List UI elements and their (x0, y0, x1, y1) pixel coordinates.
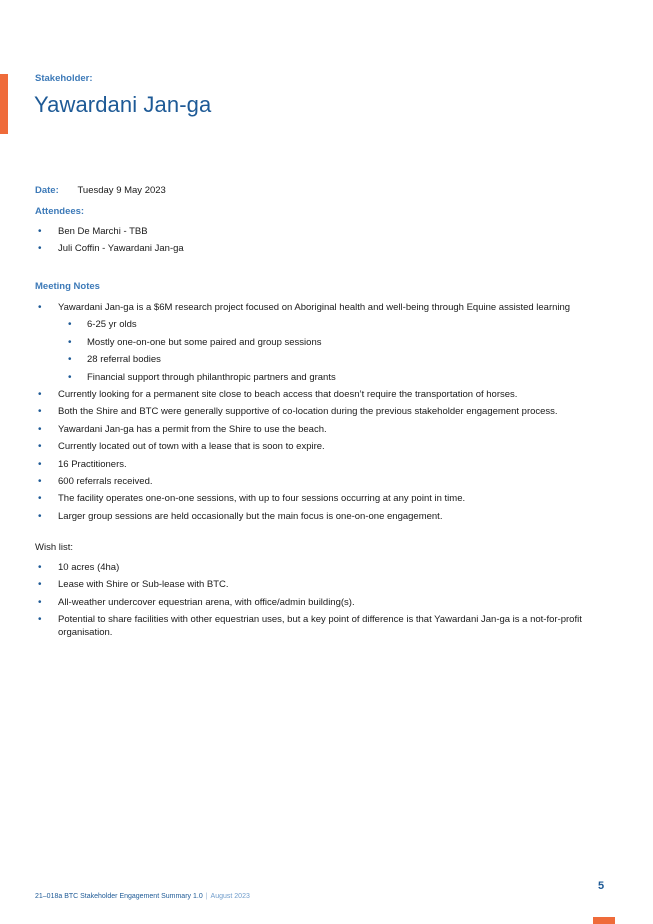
meeting-notes-list (35, 302, 618, 528)
date-label: Date: (35, 185, 59, 196)
stakeholder-label: Stakeholder: (35, 73, 93, 84)
note-item: • Yawardani Jan-ga has a permit from the Shire to use the beach. (35, 424, 618, 437)
note-item: • Yawardani Jan-ga is a $6M research project focused on Aboriginal health and well-being through Equine assisted learning (35, 302, 618, 315)
footer-separator: | (205, 893, 208, 900)
note-item: • Currently located out of town with a lease that is soon to expire. (35, 441, 618, 454)
wish-item: • Lease with Shire or Sub-lease with BTC. (35, 579, 618, 592)
wish-item: • 10 acres (4ha) (35, 562, 618, 575)
date-row (35, 185, 166, 196)
note-subitem: • 6-25 yr olds (35, 319, 618, 332)
note-item: • Currently looking for a permanent site close to beach access that doesn’t require the transportation of horses. (35, 389, 618, 402)
note-subitem: • Financial support through philanthropic partners and grants (35, 372, 618, 385)
footer-doc-title: 21–018a BTC Stakeholder Engagement Summary 1.0 (35, 893, 203, 900)
wish-item: • Potential to share facilities with other equestrian uses, but a key point of difference is that Yawardani Jan-ga is a not-for-profit organisation. (35, 614, 618, 639)
wish-item: • All-weather undercover equestrian arena, with office/admin building(s). (35, 597, 618, 610)
wish-list-label: Wish list: (35, 542, 73, 553)
corner-accent (593, 917, 615, 924)
attendees-list (35, 226, 618, 261)
note-item: • The facility operates one-on-one sessions, with up to four sessions occurring at any point in time. (35, 493, 618, 506)
note-item: • Both the Shire and BTC were generally supportive of co-location during the previous stakeholder engagement process. (35, 406, 618, 419)
attendee-item: • Juli Coffin - Yawardani Jan-ga (35, 243, 618, 256)
attendee-item: • Ben De Marchi - TBB (35, 226, 618, 239)
page-number: 5 (598, 880, 605, 892)
footer-date: August 2023 (210, 893, 250, 900)
page-title: Yawardani Jan-ga (34, 92, 212, 117)
date-value: Tuesday 9 May 2023 (77, 185, 166, 196)
wish-list (35, 562, 618, 644)
note-item: • Larger group sessions are held occasionally but the main focus is one-on-one engagement. (35, 511, 618, 524)
accent-bar (0, 74, 8, 134)
note-item: • 600 referrals received. (35, 476, 618, 489)
meeting-notes-heading: Meeting Notes (35, 281, 100, 292)
attendees-heading: Attendees: (35, 206, 85, 217)
note-subitem: • 28 referral bodies (35, 354, 618, 367)
note-subitem: • Mostly one-on-one but some paired and group sessions (35, 337, 618, 350)
note-item: • 16 Practitioners. (35, 459, 618, 472)
footer (35, 893, 250, 900)
